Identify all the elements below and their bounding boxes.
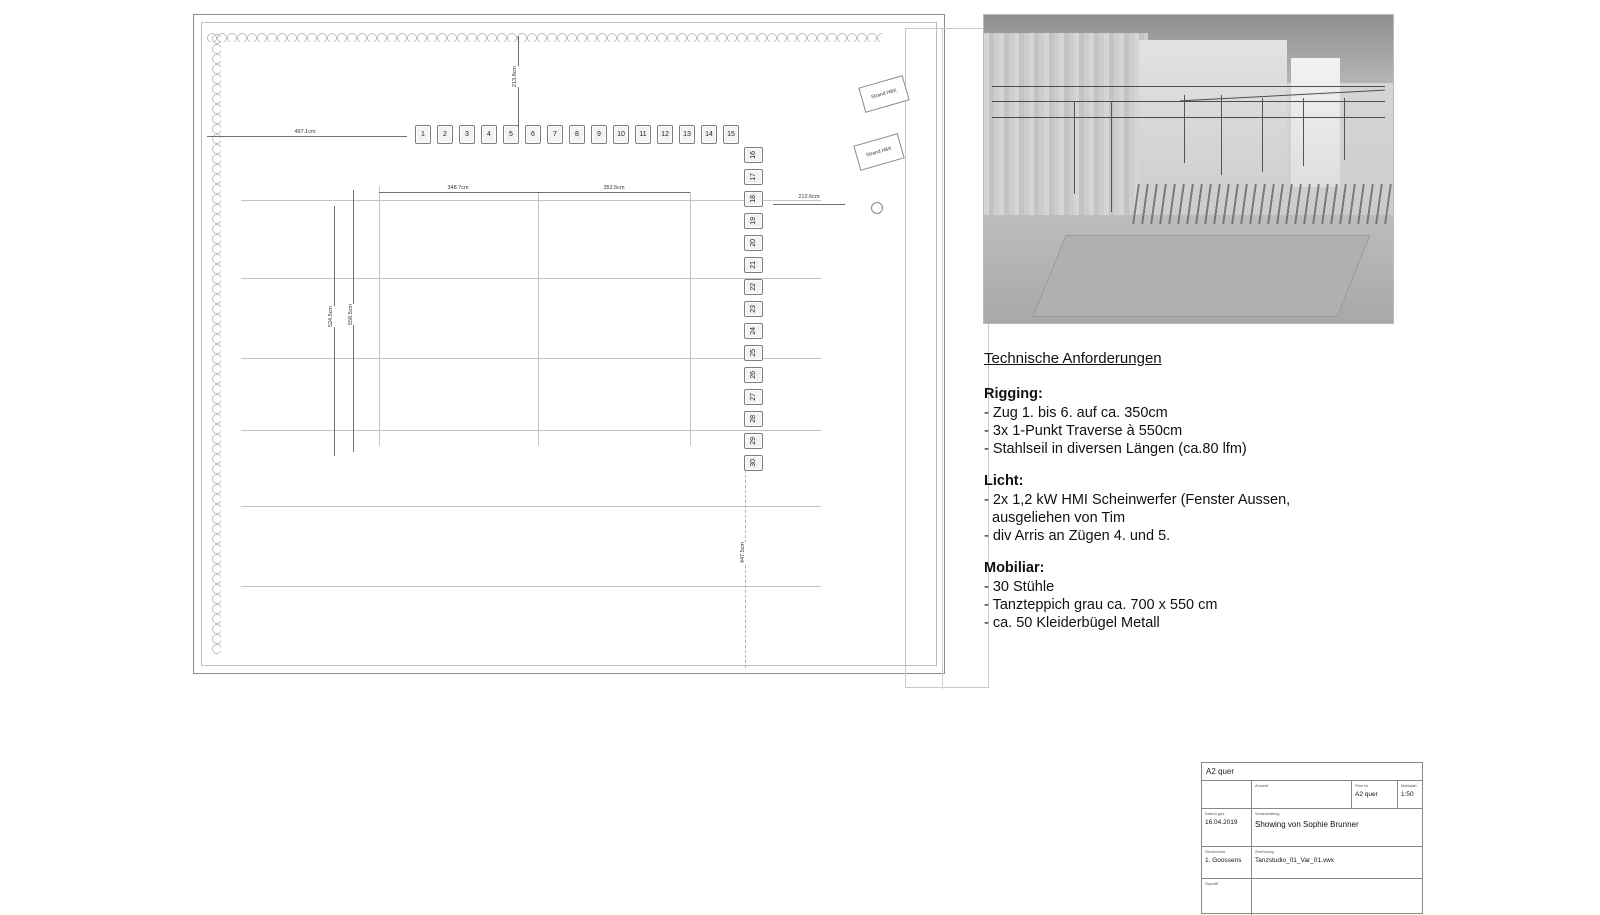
group-heading: Licht: xyxy=(984,473,1024,489)
seat-chip-label: 24 xyxy=(750,327,757,335)
dimension-line xyxy=(334,206,335,456)
cell-zeichnung xyxy=(1252,847,1424,878)
cell-ansicht xyxy=(1252,781,1352,808)
dimension-line xyxy=(207,136,407,137)
render-chair-row xyxy=(1133,184,1392,224)
render-steel-rope xyxy=(1303,98,1304,166)
seat-chip[interactable]: 14 xyxy=(701,125,717,144)
guide-line xyxy=(241,506,821,507)
guide-line xyxy=(241,358,821,359)
cell-datum xyxy=(1202,809,1252,846)
seat-chip-label: 17 xyxy=(750,173,757,181)
group-line: - 3x 1-Punkt Traverse à 550cm xyxy=(984,423,1183,439)
group-line: - 2x 1,2 kW HMI Scheinwerfer (Fenster Aussen, xyxy=(984,492,1291,508)
label-plan-nr: Plan Nr. xyxy=(1355,783,1370,788)
value-zeichnung: Tanzstudio_01_Var_01.vwx xyxy=(1255,857,1335,864)
group-line: - 30 Stühle xyxy=(984,579,1055,595)
label-datum-gez: Datum gez. xyxy=(1205,811,1226,816)
floor-plan xyxy=(193,14,993,684)
sheet-format-row xyxy=(1202,763,1422,781)
seat-chip[interactable]: 8 xyxy=(569,125,585,144)
requirements-title: Technische Anforderungen xyxy=(984,350,1162,367)
group-line: - Tanzteppich grau ca. 700 x 550 cm xyxy=(984,597,1218,613)
cell-gezeichnet xyxy=(1202,847,1252,878)
dimension-label: 352.5cm xyxy=(603,185,625,191)
guide-line xyxy=(379,186,380,446)
sheet-format-value: A2 quer xyxy=(1206,767,1235,776)
seat-chip-label: 16 xyxy=(750,151,757,159)
seat-chip[interactable]: 10 xyxy=(613,125,629,144)
dimension-label: 558.5cm xyxy=(348,304,354,326)
label-veranstaltung: Veranstaltung xyxy=(1255,811,1280,816)
guide-line xyxy=(241,430,821,431)
seat-chip-label: 21 xyxy=(750,261,757,269)
seat-chip[interactable]: 6 xyxy=(525,125,541,144)
title-row-2 xyxy=(1202,809,1422,847)
seat-chip[interactable]: 13 xyxy=(679,125,695,144)
studio-3d-render xyxy=(983,14,1394,324)
group-line: - Zug 1. bis 6. auf ca. 350cm xyxy=(984,405,1168,421)
group-line: - Stahlseil in diversen Längen (ca.80 lfm) xyxy=(984,441,1247,457)
cell-spacer xyxy=(1202,781,1252,808)
render-truss xyxy=(992,101,1385,102)
requirements-group-rigging xyxy=(984,386,1464,457)
group-line: - ca. 50 Kleiderbügel Metall xyxy=(984,615,1160,631)
plan-inner-wall xyxy=(201,22,937,666)
label-ansicht: Ansicht xyxy=(1255,783,1269,788)
technical-requirements xyxy=(984,350,1464,647)
render-steel-rope xyxy=(1184,95,1185,163)
guide-line xyxy=(241,278,821,279)
label-massstab: Maßstab xyxy=(1401,783,1417,788)
seat-chip-label: 19 xyxy=(750,217,757,225)
value-massstab: 1:50 xyxy=(1401,791,1414,798)
seat-chip[interactable]: 15 xyxy=(723,125,739,144)
seat-chip[interactable]: 11 xyxy=(635,125,651,144)
cell-geprueft xyxy=(1202,879,1252,915)
corridor-divider xyxy=(942,29,943,689)
value-gezeichnet: 1. Goossens xyxy=(1205,857,1242,864)
seat-chip[interactable]: 12 xyxy=(657,125,673,144)
seat-chip[interactable]: 4 xyxy=(481,125,497,144)
equipment-tag: Strand H&K xyxy=(853,133,904,171)
render-steel-rope xyxy=(1111,101,1112,212)
drawing-sheet xyxy=(148,0,1600,914)
seat-chip-label: 29 xyxy=(750,437,757,445)
seat-chip[interactable]: 2 xyxy=(437,125,453,144)
dimension-label: 524.5cm xyxy=(328,306,334,328)
group-heading: Rigging: xyxy=(984,386,1043,402)
dimension-label: 348.7cm xyxy=(447,185,469,191)
render-steel-rope xyxy=(1221,95,1222,175)
dimension-line xyxy=(538,192,690,193)
render-window xyxy=(1291,58,1340,187)
value-veranstaltung: Showing von Sophie Brunner xyxy=(1255,820,1359,829)
dimension-label: 213.8cm xyxy=(512,66,518,88)
title-row-3 xyxy=(1202,847,1422,879)
cell-plan-nr xyxy=(1352,781,1398,808)
label-gezeichnet: Gezeichnet xyxy=(1205,849,1226,854)
requirements-group-licht xyxy=(984,473,1464,544)
render-curtain xyxy=(984,33,1148,236)
group-line: - div Arris an Zügen 4. und 5. xyxy=(984,528,1171,544)
curtain-left-edge xyxy=(207,34,221,654)
dimension-label: 447.5cm xyxy=(740,542,746,564)
render-truss xyxy=(992,117,1385,118)
title-row-4 xyxy=(1202,879,1422,915)
seat-chip-label: 25 xyxy=(750,349,757,357)
seat-chip-label: 28 xyxy=(750,415,757,423)
dimension-label: 497.1cm xyxy=(294,129,316,135)
page-left-margin xyxy=(0,0,149,914)
title-row-1 xyxy=(1202,781,1422,809)
seat-chip-label: 18 xyxy=(750,195,757,203)
label-zeichnung: Zeichnung xyxy=(1255,849,1274,854)
guide-line xyxy=(690,192,691,446)
guide-line xyxy=(538,192,539,446)
dimension-dashed-line xyxy=(745,460,746,668)
seat-chip-label: 20 xyxy=(750,239,757,247)
render-truss xyxy=(992,86,1385,87)
seat-chip-label: 26 xyxy=(750,371,757,379)
guide-line xyxy=(241,586,821,587)
render-steel-rope xyxy=(1344,98,1345,160)
equipment-tag: Strand H&K xyxy=(858,75,909,113)
seat-chip[interactable]: 7 xyxy=(547,125,563,144)
cell-empty xyxy=(1252,879,1424,915)
group-line: ausgeliehen von Tim xyxy=(984,510,1126,526)
group-heading: Mobiliar: xyxy=(984,560,1045,576)
value-plan-nr: A2 quer xyxy=(1355,791,1378,798)
render-steel-rope xyxy=(1262,98,1263,172)
curtain-top-edge xyxy=(207,28,882,42)
corridor-area xyxy=(905,28,989,688)
requirements-group-mobiliar xyxy=(984,560,1464,631)
cell-massstab xyxy=(1398,781,1424,808)
dimension-line xyxy=(379,192,538,193)
seat-chip[interactable]: 5 xyxy=(503,125,519,144)
circle-marker xyxy=(871,202,883,214)
dimension-line xyxy=(773,204,845,205)
render-steel-rope xyxy=(1074,101,1075,193)
seat-chip[interactable]: 3 xyxy=(459,125,475,144)
seat-chip[interactable]: 9 xyxy=(591,125,607,144)
seat-chip-label: 30 xyxy=(750,459,757,467)
render-dance-carpet xyxy=(1033,235,1371,317)
value-datum-gez: 16.04.2019 xyxy=(1205,819,1238,826)
seat-chip-label: 22 xyxy=(750,283,757,291)
dimension-label: 212.6cm xyxy=(798,194,820,200)
seat-chip-label: 23 xyxy=(750,305,757,313)
seat-chip-label: 27 xyxy=(750,393,757,401)
label-geprueft: Geprüft xyxy=(1205,881,1219,886)
title-block xyxy=(1201,762,1423,914)
seat-chip[interactable]: 1 xyxy=(415,125,431,144)
guide-line xyxy=(241,200,821,201)
cell-veranstaltung xyxy=(1252,809,1424,846)
